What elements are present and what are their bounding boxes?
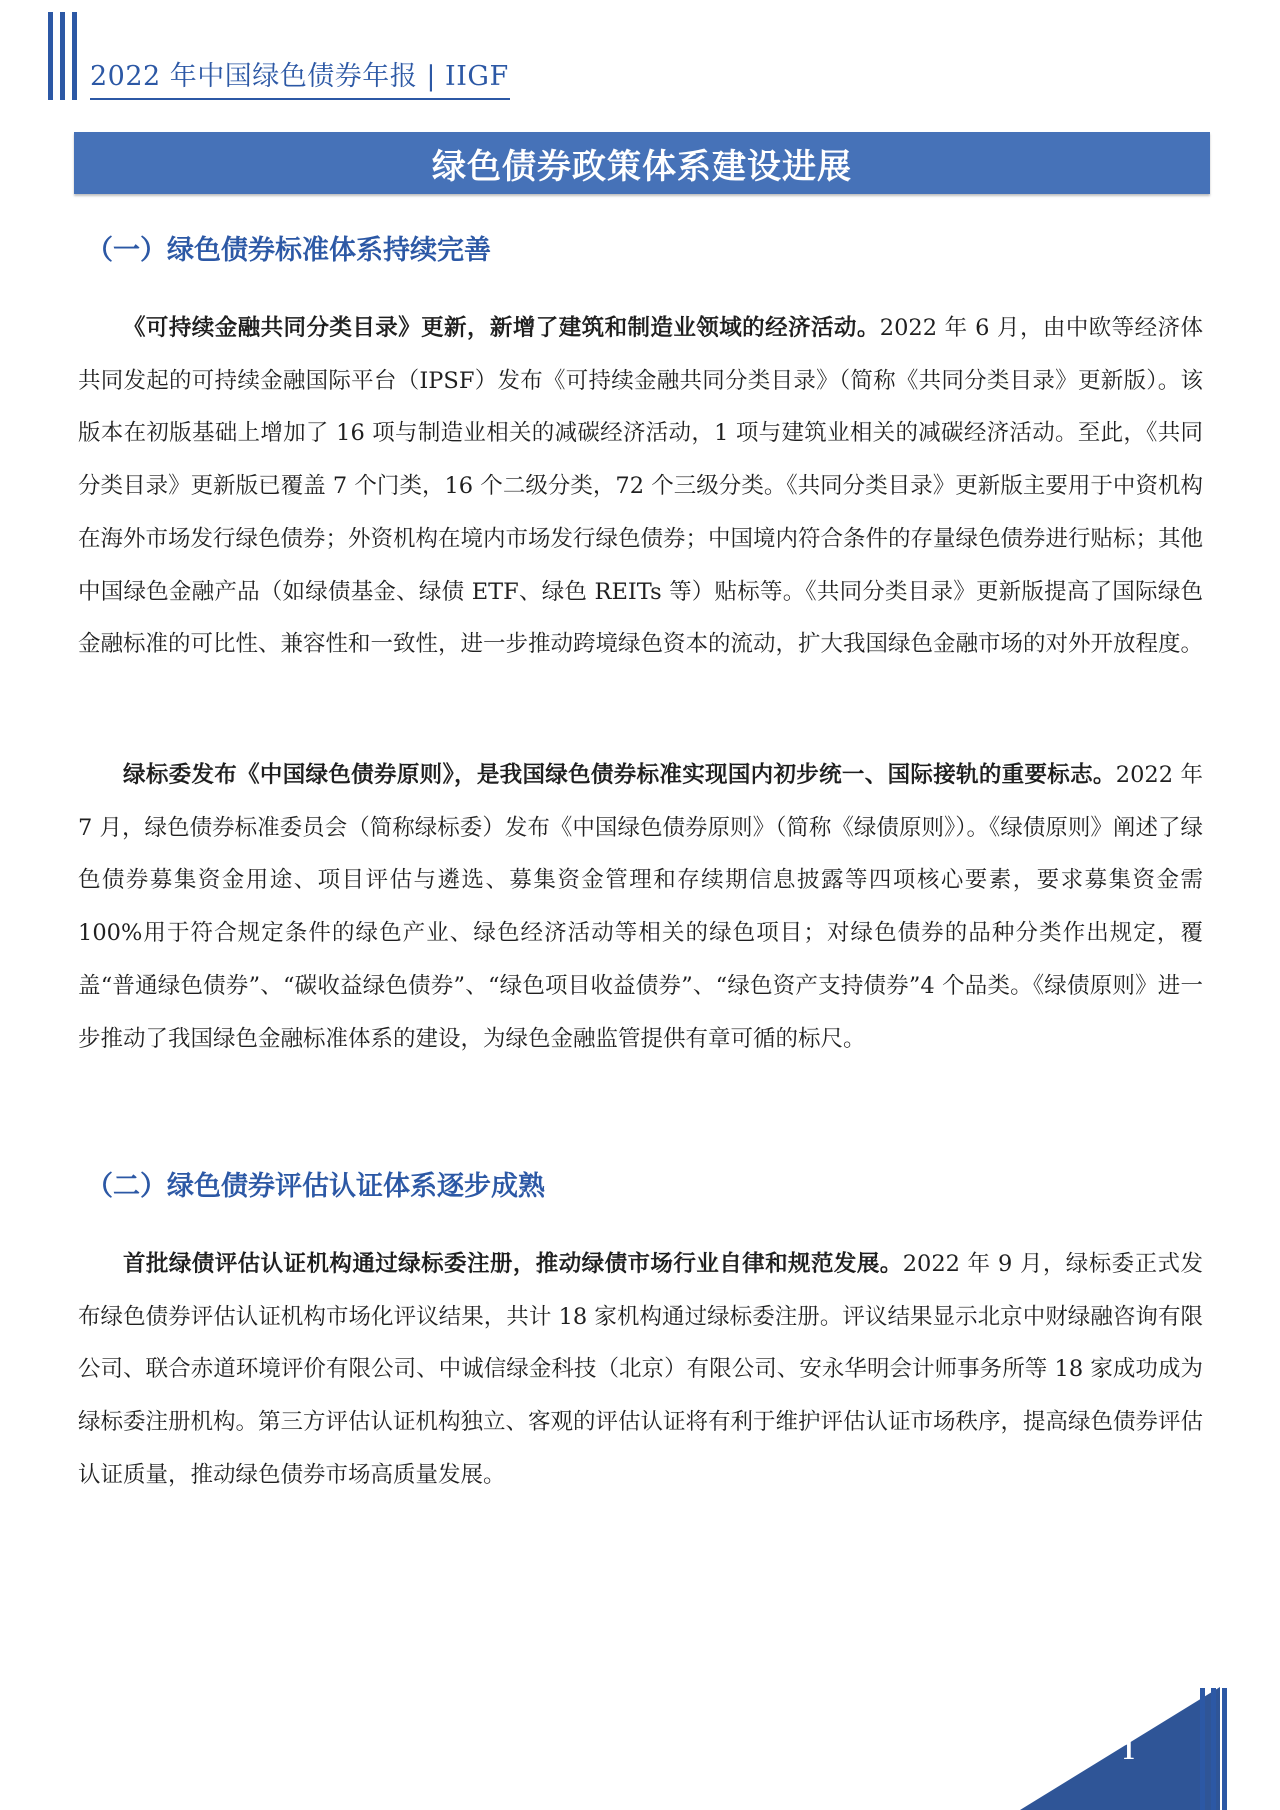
report-header-title: 2022 年中国绿色债券年报 | IIGF	[90, 61, 509, 92]
paragraph-lead: 绿标委发布《中国绿色债券原则》，是我国绿色债券标准实现国内初步统一、国际接轨的重要标志。	[123, 762, 1116, 788]
paragraph-lead: 《可持续金融共同分类目录》更新，新增了建筑和制造业领域的经济活动。	[123, 315, 880, 341]
section-heading-1: （一）绿色债券标准体系持续完善	[86, 235, 491, 266]
paragraph	[78, 302, 1203, 671]
paragraph-body: 2022 年 7 月，绿色债券标准委员会（简称绿标委）发布《中国绿色债券原则》（简称《绿债原则》）。《绿债原则》阐述了绿色债券募集资金用途、项目评估与遴选、募集资金管理和存续期信息披露等四项核心要素，要求募集资金需 100%用于符合规定条件的绿色产业、绿色经济活动等相关的绿色项目；对绿色债券的品种分类作出规定，覆盖“普通绿色债券”、“碳收益绿色债券”、“绿色项目收益债券”、“绿色资产支持债券”4 个品类。《绿债原则》进一步推动了我国绿色金融标准体系的建设，为绿色金融监管提供有章可循的标尺。	[78, 762, 1203, 1052]
header-bar	[48, 12, 53, 100]
paragraph-body: 2022 年 9 月，绿标委正式发布绿色债券评估认证机构市场化评议结果，共计 18 家机构通过绿标委注册。评议结果显示北京中财绿融咨询有限公司、联合赤道环境评价有限公司、中诚信绿金科技（北京）有限公司、安永华明会计师事务所等 18 家成功成为绿标委注册机构。第三方评估认证机构独立、客观的评估认证将有利于维护评估认证市场秩序，提高绿色债券评估认证质量，推动绿色债券市场高质量发展。	[78, 1251, 1204, 1488]
footer-corner-triangle	[1020, 1687, 1280, 1810]
paragraph	[78, 1238, 1203, 1502]
page-number: 1	[1122, 1736, 1135, 1765]
footer-bar	[1222, 1688, 1227, 1810]
chapter-banner	[74, 132, 1210, 194]
paragraph-body: 2022 年 6 月，由中欧等经济体共同发起的可持续金融国际平台（IPSF）发布《可持续金融共同分类目录》（简称《共同分类目录》更新版）。该版本在初版基础上增加了 16 项与制造业相关的减碳经济活动，1 项与建筑业相关的减碳经济活动。至此，《共同分类目录》更新版已覆盖 7 个门类，16 个二级分类，72 个三级分类。《共同分类目录》更新版主要用于中资机构在海外市场发行绿色债券；外资机构在境内市场发行绿色债券；中国境内符合条件的存量绿色债券进行贴标；其他中国绿色金融产品（如绿债基金、绿债 ETF、绿色 REITs 等）贴标等。《共同分类目录》更新版提高了国际绿色金融标准的可比性、兼容性和一致性，进一步推动跨境绿色资本的流动，扩大我国绿色金融市场的对外开放程度。	[78, 315, 1204, 658]
section-heading-2: （二）绿色债券评估认证体系逐步成熟	[86, 1171, 545, 1202]
footer-bar	[1211, 1688, 1216, 1810]
paragraph-lead: 首批绿债评估认证机构通过绿标委注册，推动绿债市场行业自律和规范发展。	[123, 1251, 903, 1277]
footer-bar	[1200, 1688, 1205, 1810]
header-underline	[90, 98, 510, 100]
paragraph	[78, 749, 1203, 1065]
header-bar	[72, 12, 77, 100]
header-bar	[60, 12, 65, 100]
chapter-title: 绿色债券政策体系建设进展	[432, 146, 852, 187]
